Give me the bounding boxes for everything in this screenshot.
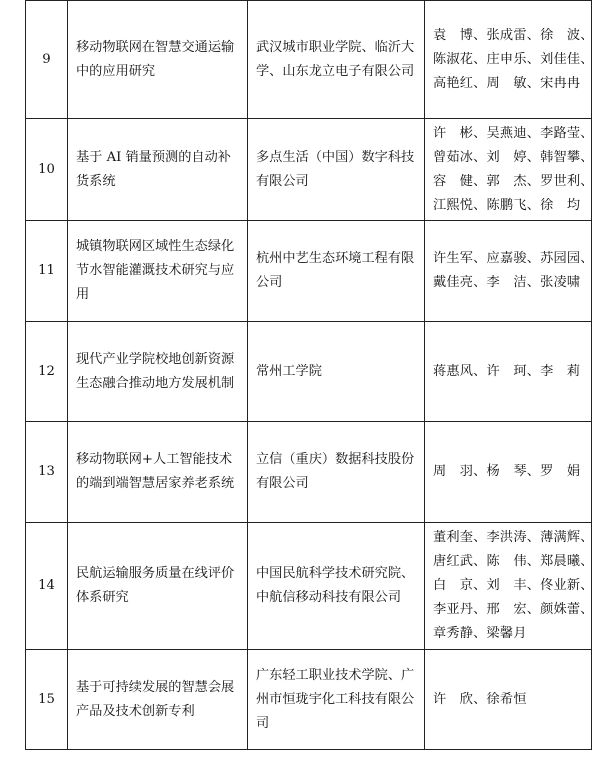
- organization: 武汉城市职业学院、临沂大学、山东龙立电子有限公司: [248, 1, 425, 119]
- authors-line: 许生军、应嘉骏、苏园园、: [433, 251, 594, 266]
- authors: [425, 1, 592, 119]
- authors-line: 周 羽、杨 琴、罗 娟: [433, 464, 581, 479]
- row-number: 13: [26, 422, 68, 523]
- authors-line: 高艳红、周 敏、宋冉冉: [433, 75, 581, 91]
- project-title: 城镇物联网区域性生态绿化节水智能灌溉技术研究与应用: [68, 221, 248, 322]
- authors: [425, 119, 592, 221]
- project-title: 基于可持续发展的智慧会展产品及技术创新专利: [68, 650, 248, 750]
- awards-table-container: [25, 0, 594, 750]
- authors-line: 李亚丹、邢 宏、颜姝蕾、: [433, 602, 594, 617]
- authors-line: 唐红武、陈 伟、郑晨曦、: [433, 554, 594, 569]
- organization: 多点生活（中国）数字科技有限公司: [248, 119, 425, 221]
- row-number: 14: [26, 523, 68, 650]
- authors: [425, 650, 592, 750]
- organization: 中国民航科学技术研究院、中航信移动科技有限公司: [248, 523, 425, 650]
- table-row: [26, 523, 592, 650]
- authors-line: 陈淑花、庄申乐、刘佳佳、: [433, 51, 594, 67]
- table-row: [26, 322, 592, 422]
- authors-line: 章秀静、梁馨月: [433, 626, 527, 641]
- row-number: 15: [26, 650, 68, 750]
- row-number: 12: [26, 322, 68, 422]
- row-number: 11: [26, 221, 68, 322]
- project-title: 移动物联网在智慧交通运输中的应用研究: [68, 1, 248, 119]
- row-number: 9: [26, 1, 68, 119]
- authors-line: 戴佳亮、李 洁、张凌啸: [433, 275, 581, 290]
- project-title: 移动物联网+人工智能技术的端到端智慧居家养老系统: [68, 422, 248, 523]
- authors-line: 蒋惠风、许 珂、李 莉: [433, 363, 581, 379]
- authors-line: 袁 博、张成雷、徐 波、: [433, 27, 594, 43]
- authors-line: 许 欣、徐希恒: [433, 691, 527, 707]
- table-row: [26, 422, 592, 523]
- project-title: 基于 AI 销量预测的自动补货系统: [68, 119, 248, 221]
- organization: 杭州中艺生态环境工程有限公司: [248, 221, 425, 322]
- table-row: [26, 650, 592, 750]
- authors-line: 白 京、刘 丰、佟业新、: [433, 578, 594, 593]
- authors-line: 董利奎、李洪涛、薄满辉、: [433, 530, 594, 545]
- organization: 立信（重庆）数据科技股份有限公司: [248, 422, 425, 523]
- project-title: 民航运输服务质量在线评价体系研究: [68, 523, 248, 650]
- row-number: 10: [26, 119, 68, 221]
- organization: 常州工学院: [248, 322, 425, 422]
- project-title: 现代产业学院校地创新资源生态融合推动地方发展机制: [68, 322, 248, 422]
- table-row: [26, 119, 592, 221]
- authors-line: 许 彬、吴燕迪、李路莹、: [433, 125, 594, 141]
- organization: 广东轻工职业技术学院、广州市恒珑宇化工科技有限公司: [248, 650, 425, 750]
- table-row: [26, 221, 592, 322]
- authors: [425, 221, 592, 322]
- table-row: [26, 1, 592, 119]
- authors: [425, 422, 592, 523]
- authors: [425, 322, 592, 422]
- authors-line: 江熙悦、陈鹏飞、徐 均: [433, 197, 581, 213]
- awards-table: [25, 0, 592, 750]
- authors-line: 容 健、郭 杰、罗世利、: [433, 173, 594, 189]
- authors-line: 曾茹冰、刘 婷、韩智攀、: [433, 149, 594, 165]
- authors: [425, 523, 592, 650]
